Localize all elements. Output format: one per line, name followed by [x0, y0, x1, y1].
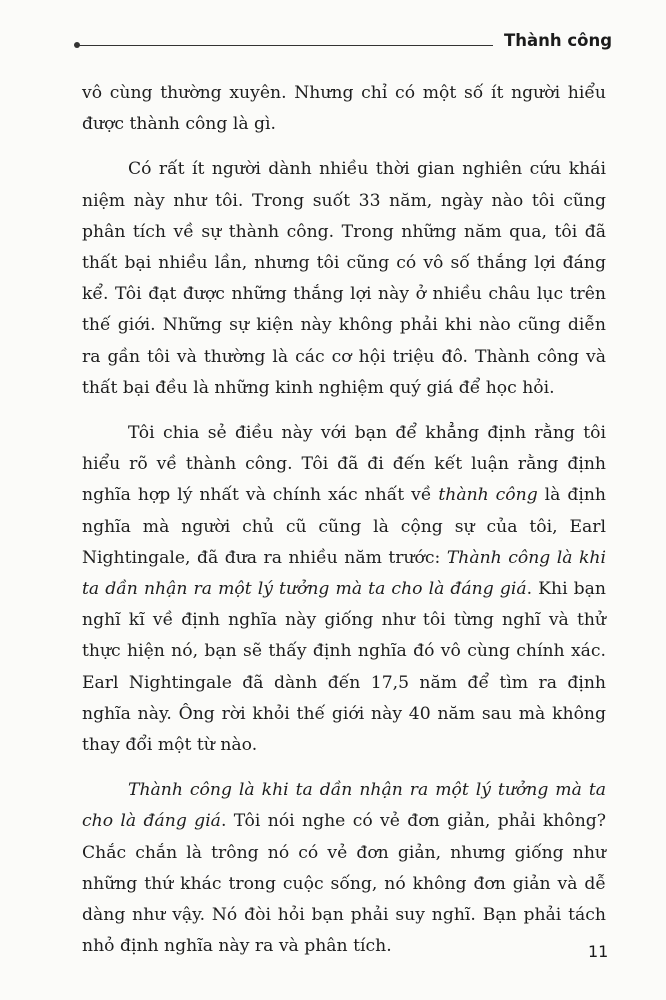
paragraph-2-text: Có rất ít người dành nhiều thời gian nghiên cứu khái niệm này như tôi. Trong suốt 33 năm, ngày nào tôi cũng phân tích về sự thành công. Trong những năm qua, tôi đã thất bại nhiều lần, nhưng tôi cũng có vô số thắng lợi đáng kể. Tôi đạt được những thắng lợi này ở nhiều châu lục trên thế giới. Những sự kiện này không phải khi nào cũng diễn ra gần tôi và thường là các cơ hội triệu đô. Thành công và thất bại đều là những kinh nghiệm quý giá để học hỏi.: [82, 159, 606, 398]
paragraph-4-italic-definition: Thành công là khi ta dần nhận ra một lý tưởng mà ta cho là đáng giá: [82, 780, 606, 832]
body-text: [82, 78, 609, 976]
paragraph-1: [82, 78, 606, 140]
paragraph-3-italic-definition: Thành công là khi ta dần nhận ra một lý tưởng mà ta cho là đáng giá: [82, 547, 606, 600]
paragraph-3-text-c: . Khi bạn nghĩ kĩ về định nghĩa này giống như tôi từng nghĩ và thử thực hiện nó, bạn sẽ thấy định nghĩa đó vô cùng chính xác. Earl Nightingale đã dành đến 17,5 năm để tìm ra định nghĩa này. Ông rời khỏi thế giới này 40 năm sau mà không thay đổi một từ nào.: [82, 579, 606, 756]
page-number: 11: [588, 942, 609, 961]
running-head: Thành công: [504, 31, 613, 50]
paragraph-4: [82, 775, 609, 962]
paragraph-4-text: . Tôi nói nghe có vẻ đơn giản, phải không? Chắc chắn là trông nó có vẻ đơn giản, nhưng giống như những thứ khác trong cuộc sống, nó không đơn giản và dễ dàng như vậy. Nó đòi hỏi bạn phải suy nghĩ. Bạn phải tách nhỏ định nghĩa này ra và phân tích.: [82, 811, 606, 957]
paragraph-2: [82, 154, 606, 404]
paragraph-3-italic-term: thành công: [438, 485, 538, 506]
paragraph-3-text-a: Tôi chia sẻ điều này với bạn để khẳng định rằng tôi hiểu rõ về thành công. Tôi đã đi đến kết luận rằng định nghĩa hợp lý nhất và chính xác nhất về: [82, 423, 606, 506]
header-rule: [78, 45, 493, 46]
paragraph-1-text: vô cùng thường xuyên. Nhưng chỉ có một số ít người hiểu được thành công là gì.: [82, 83, 606, 135]
paragraph-3-text-b: là định nghĩa mà người chủ cũ cũng là cộng sự của tôi, Earl Nightingale, đã đưa ra nhiều năm trước:: [82, 485, 606, 568]
paragraph-3: [82, 418, 606, 761]
